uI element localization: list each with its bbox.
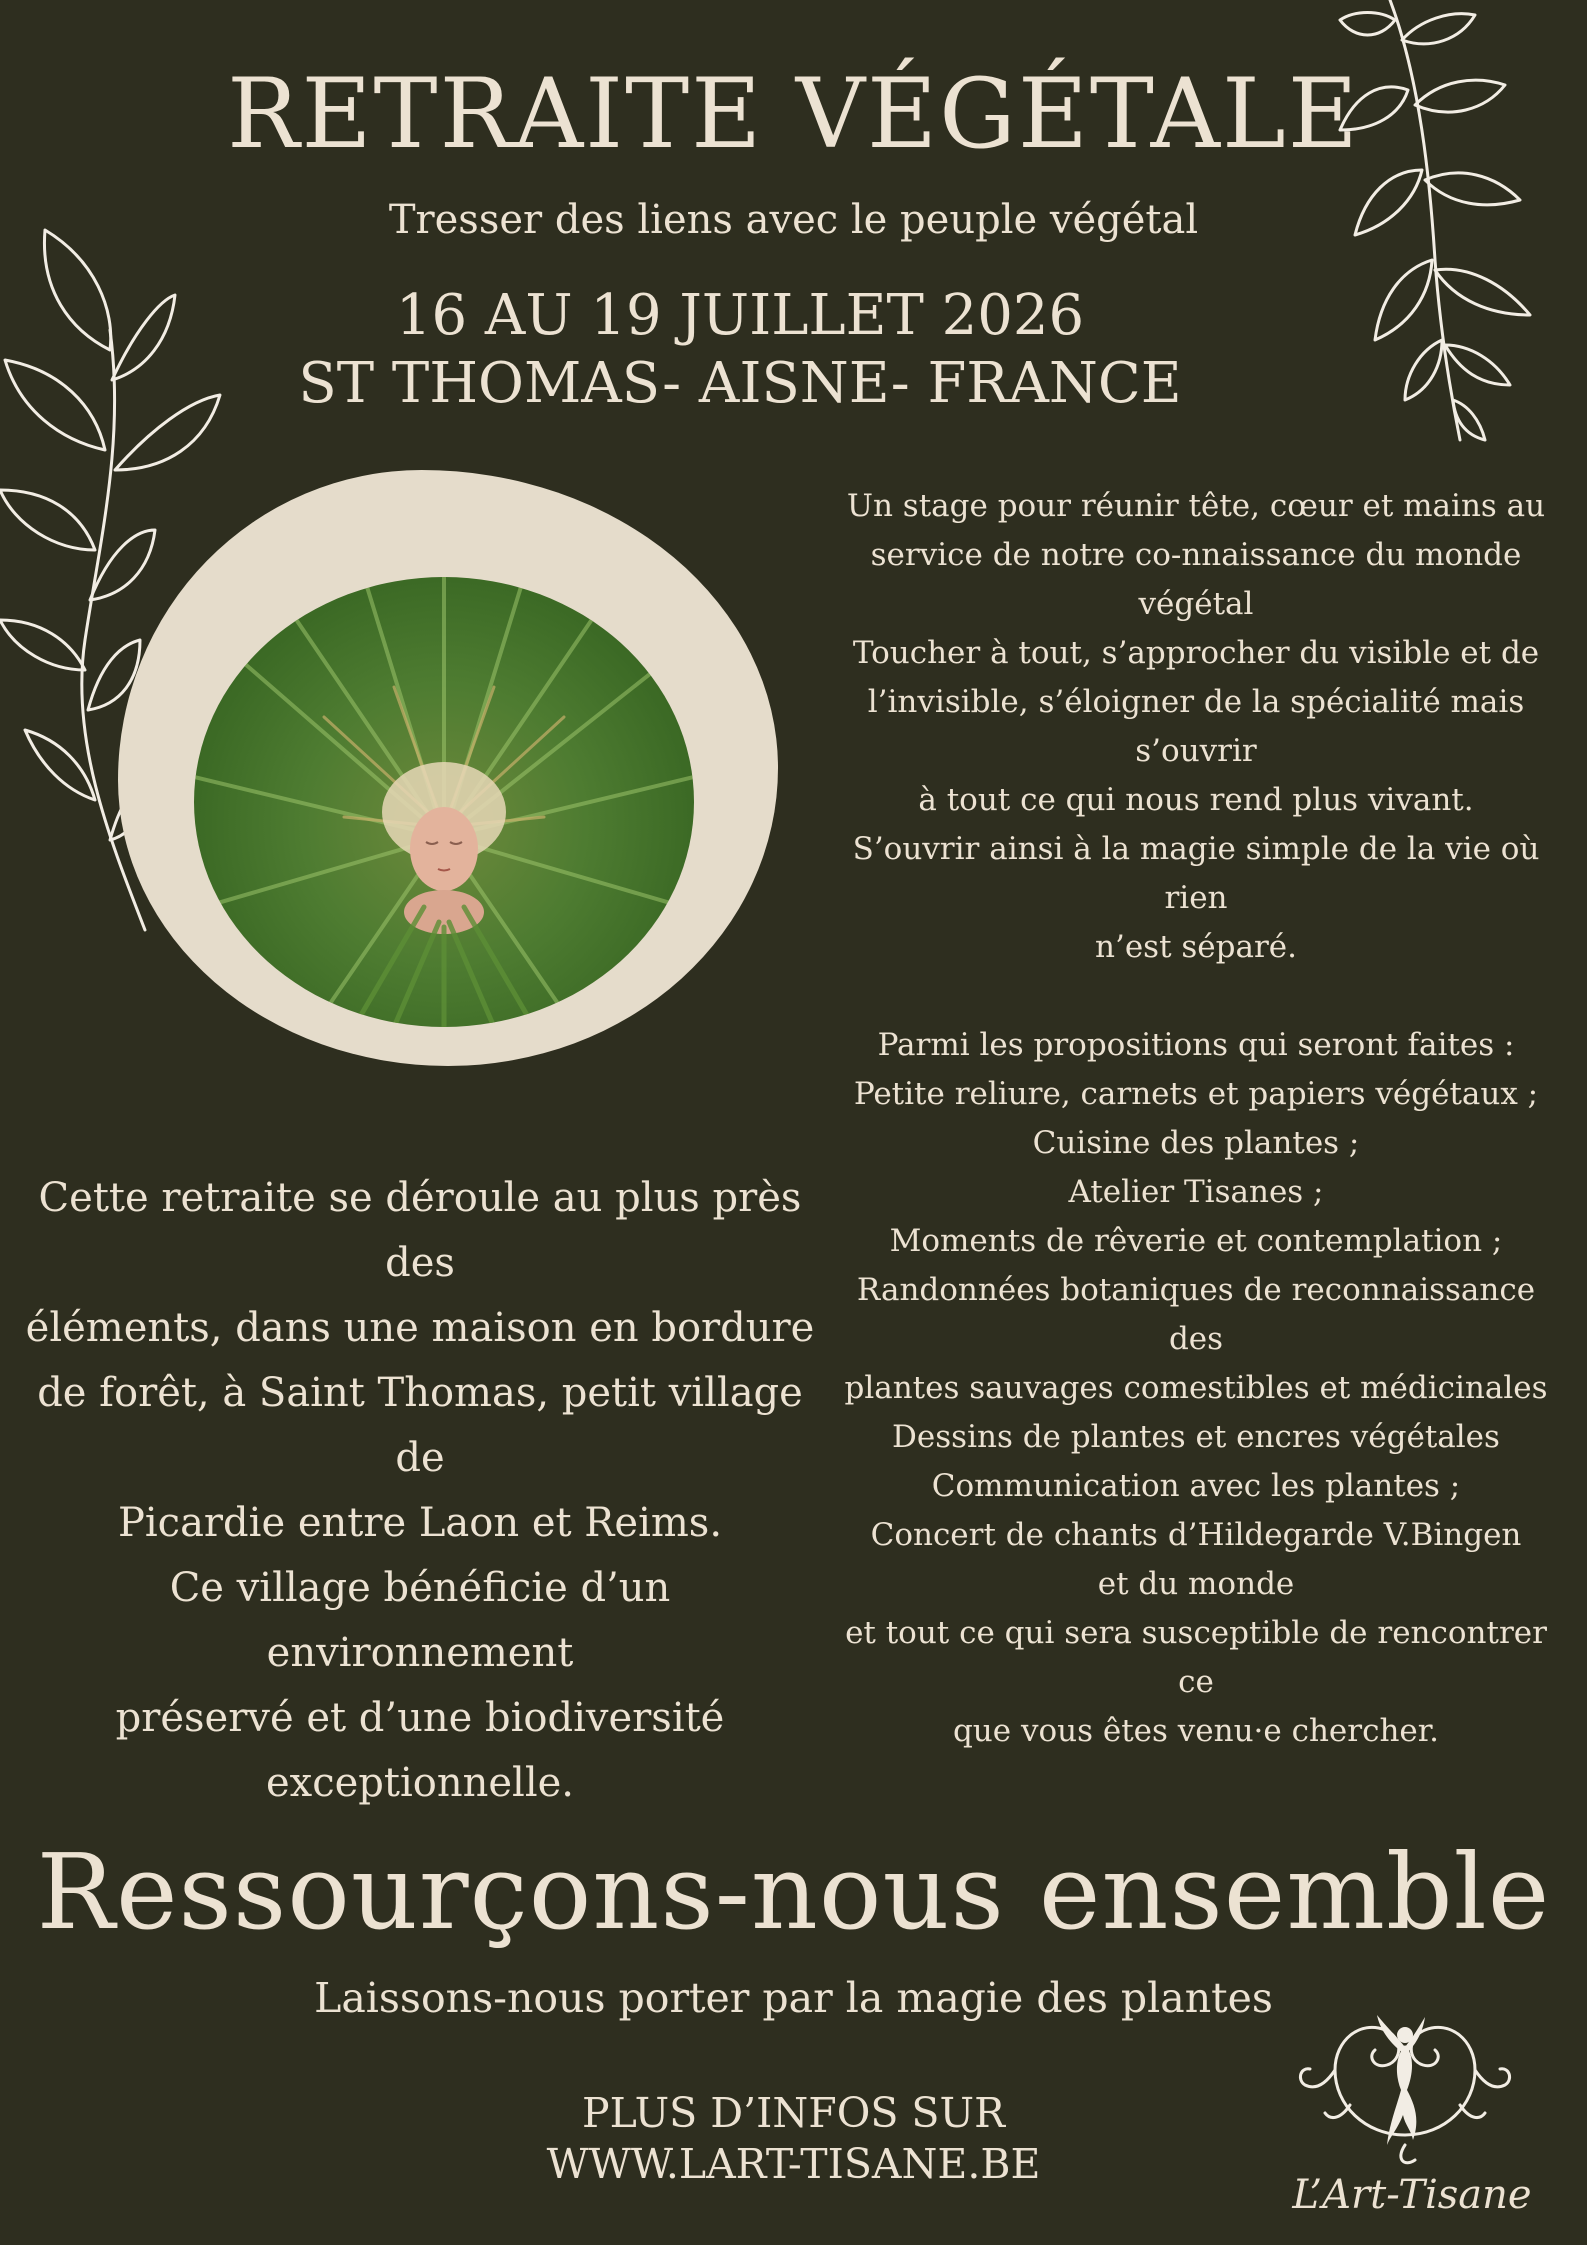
intro-line: l’invisible, s’éloigner de la spécialité mais s’ouvrir (867, 684, 1525, 769)
activity-item: et du monde (1097, 1566, 1295, 1602)
activity-item: Communication avec les plantes ; (931, 1468, 1461, 1504)
page-subtitle: Tresser des liens avec le peuple végétal (388, 197, 1199, 243)
description-line: de forêt, à Saint Thomas, petit village de (37, 1370, 803, 1481)
event-dates: 16 AU 19 JUILLET 2026 (395, 283, 1085, 348)
slogan: Ressourçons-nous ensemble (36, 1831, 1551, 1953)
intro-line: à tout ce qui nous rend plus vivant. (918, 782, 1474, 818)
activity-item: Randonnées botaniques de reconnaissance des (856, 1272, 1536, 1357)
location-description (20, 1166, 820, 1816)
description-line: Picardie entre Laon et Reims. (117, 1500, 723, 1546)
activity-item: Moments de rêverie et contemplation ; (889, 1223, 1503, 1259)
hanging-vine-icon (1310, 0, 1560, 450)
intro-line: S’ouvrir ainsi à la magie simple de la vie où rien (852, 831, 1540, 916)
brand-logo-text: L’Art-Tisane (1292, 2172, 1532, 2218)
activity-item: que vous êtes venu·e chercher. (952, 1713, 1440, 1749)
activity-item: Cuisine des plantes ; (1032, 1125, 1360, 1161)
activity-item: Concert de chants d’Hildegarde V.Bingen (870, 1517, 1522, 1553)
description-line: préservé et d’une biodiversité (115, 1695, 725, 1741)
slogan-subtitle: Laissons-nous porter par la magie des plantes (314, 1974, 1273, 2022)
activity-item: Atelier Tisanes ; (1068, 1174, 1324, 1210)
intro-line: Un stage pour réunir tête, cœur et mains au (846, 488, 1546, 524)
intro-line: service de notre co-nnaissance du monde végétal (870, 537, 1522, 622)
grass-portrait-image (194, 577, 694, 1027)
description-line: éléments, dans une maison en bordure (25, 1305, 815, 1351)
event-location: ST THOMAS- AISNE- FRANCE (298, 351, 1182, 417)
activity-item: plantes sauvages comestibles et médicinales (844, 1370, 1548, 1406)
activities-heading: Parmi les propositions qui seront faites : (877, 1027, 1515, 1063)
activity-item: Petite reliure, carnets et papiers végétaux ; (853, 1076, 1539, 1112)
activity-item: Dessins de plantes et encres végétales (892, 1419, 1500, 1455)
grass-portrait-photo (194, 577, 694, 1027)
intro-spacer (826, 972, 1566, 1021)
description-line: exceptionnelle. (265, 1760, 575, 1806)
intro-line: Toucher à tout, s’approcher du visible et de (852, 635, 1540, 671)
website-link[interactable]: WWW.LART-TISANE.BE (546, 2140, 1041, 2188)
intro-line: n’est séparé. (1095, 929, 1297, 965)
more-info-label: PLUS D’INFOS SUR (582, 2089, 1005, 2137)
activity-item: et tout ce qui sera susceptible de rencontrer ce (845, 1615, 1547, 1700)
description-line: Cette retraite se déroule au plus près des (38, 1175, 802, 1286)
description-line: Ce village bénéficie d’un environnement (169, 1565, 671, 1676)
intro-text (826, 482, 1566, 1756)
page-title: RETRAITE VÉGÉTALE (227, 58, 1360, 170)
